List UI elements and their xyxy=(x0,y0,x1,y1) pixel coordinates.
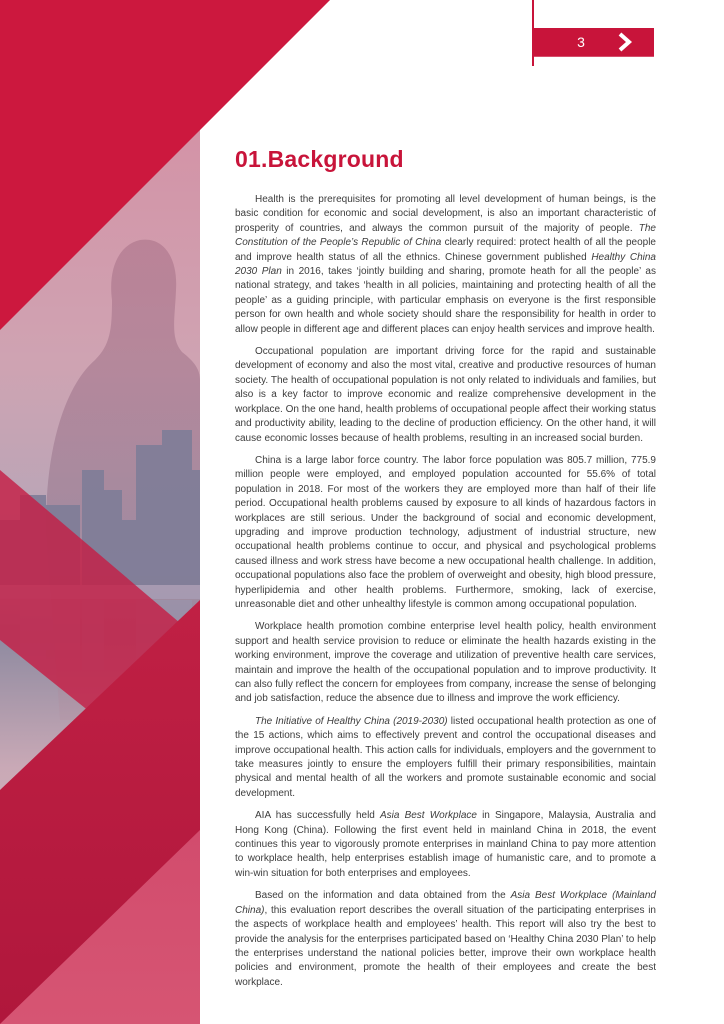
text-run: in 2016, takes ‘jointly building and sharing, promote heath for all the people’ as national strategy, and takes ‘health in all policies, maintaining and protecting health of all the people’ as a guiding principle, with particular emphasis on everyone is the first responsible person for own health and whole society should share the responsibility for health in order to allow people in different age and different places can enjoy health services and improve health. xyxy=(235,266,656,335)
chevron-right-icon[interactable] xyxy=(615,32,635,52)
page-number: 3 xyxy=(577,34,585,50)
italic-title: The Constitution of the People’s Republic of China xyxy=(235,222,656,249)
text-run: listed occupational health protection as one of the 15 actions, which aims to effectively prevent and control the occupational diseases and improve occupational health. This action calls for individuals, employers and the government to take measures jointly to ensure the employers fulfill their primary responsibilities, maintain physical and mental health of all the workers and promote sustainable economic and social development. xyxy=(235,715,656,799)
paragraph xyxy=(235,193,656,337)
body-text xyxy=(235,193,656,998)
paragraph xyxy=(235,889,656,990)
text-run: AIA has successfully held xyxy=(255,810,380,822)
text-run: , this evaluation report describes the overall situation of the participating enterprises in the aspects of workplace health and employees’ health. This report will also try the best to provide the analysis for the enterprises participated based on ‘Healthy China 2030 Plan’ to help the enterprises understand the national policies better, improve their own workplace health policies and environment, promote the health of their employees and create the best workplace. xyxy=(235,904,656,988)
text-run: Occupational population are important driving force for the rapid and sustainable development of economy and also the most vital, creative and productive resources of human society. The health of occupational population is not only related to individuals and families, but also is a key factor to improve economic and realize comprehensive development in the workplace. On the one hand, health problems of occupational people affect their working status and productivity ability, leading to the decline of production efficiency. On the other hand, it will cause economic losses because of health problems, resulting in an increased social burden. xyxy=(235,346,656,444)
paragraph xyxy=(235,809,656,881)
text-run: clearly required: protect health of all the people and improve health status of all the ethnics. Chinese government published xyxy=(235,237,656,263)
paragraph xyxy=(235,454,656,612)
italic-title: Asia Best Workplace (Mainland China) xyxy=(235,890,656,916)
section-title: 01.Background xyxy=(235,146,404,172)
italic-title: Asia Best Workplace xyxy=(380,810,477,822)
italic-title: The Initiative of Healthy China (2019-2030) xyxy=(255,715,448,727)
text-run: Workplace health promotion combine enterprise level health policy, health environment support and health service provision to reduce or eliminate the health hazards existing in the working environment, improve the coverage and utilization of preventive health care services, maintain and improve the health of the occupational population and to improve productivity. It can also fully reflect the concern for employees from company, increase the sense of belonging and job satisfaction, reduce the absence due to illness and improve the work efficiency. xyxy=(235,621,656,705)
paragraph xyxy=(235,715,656,801)
text-run: in Singapore, Malaysia, Australia and Hong Kong (China). Following the first event held in mainland China in 2018, the event continues this year to vigorously promote enterprises in mainland China to pay more attention to workplace health, help enterprises establish image of humanistic care, and to promote a win-win situation for both enterprises and employees. xyxy=(235,810,656,879)
text-run: China is a large labor force country. The labor force population was 805.7 million, 775.9 million people were employed, and employed population accounted for 55.6% of total population in 2018. For most of the workers they are employed more than half of their life period. Occupational health problems caused by exposure to all kinds of hazardous factors in workplaces are still serious. Under the background of social and economic development, upgrading and improve production technology, adjustment of industrial structure, new occupational health problems continue to occur, and physical and psychological problems caused illness and work stress have become a new occupational health challenge. In addition, occupational populations also face the problem of overweight and obesity, high blood pressure, hyperlipidemia and other health problems. Furthermore, smoking, lack of exercise, unreasonable diet and other unhealthy lifestyle is common among occupational population. xyxy=(235,454,656,610)
italic-title: Healthy China 2030 Plan xyxy=(235,251,656,278)
paragraph xyxy=(235,620,656,706)
text-run: Health is the prerequisites for promoting all level development of human beings, is the basic condition for economic and social development, is also an important characteristic of prosperity of countries, and always the common pursuit of the majority of people. xyxy=(235,194,656,234)
paragraph xyxy=(235,345,656,446)
text-run: Based on the information and data obtained from the xyxy=(255,890,511,902)
